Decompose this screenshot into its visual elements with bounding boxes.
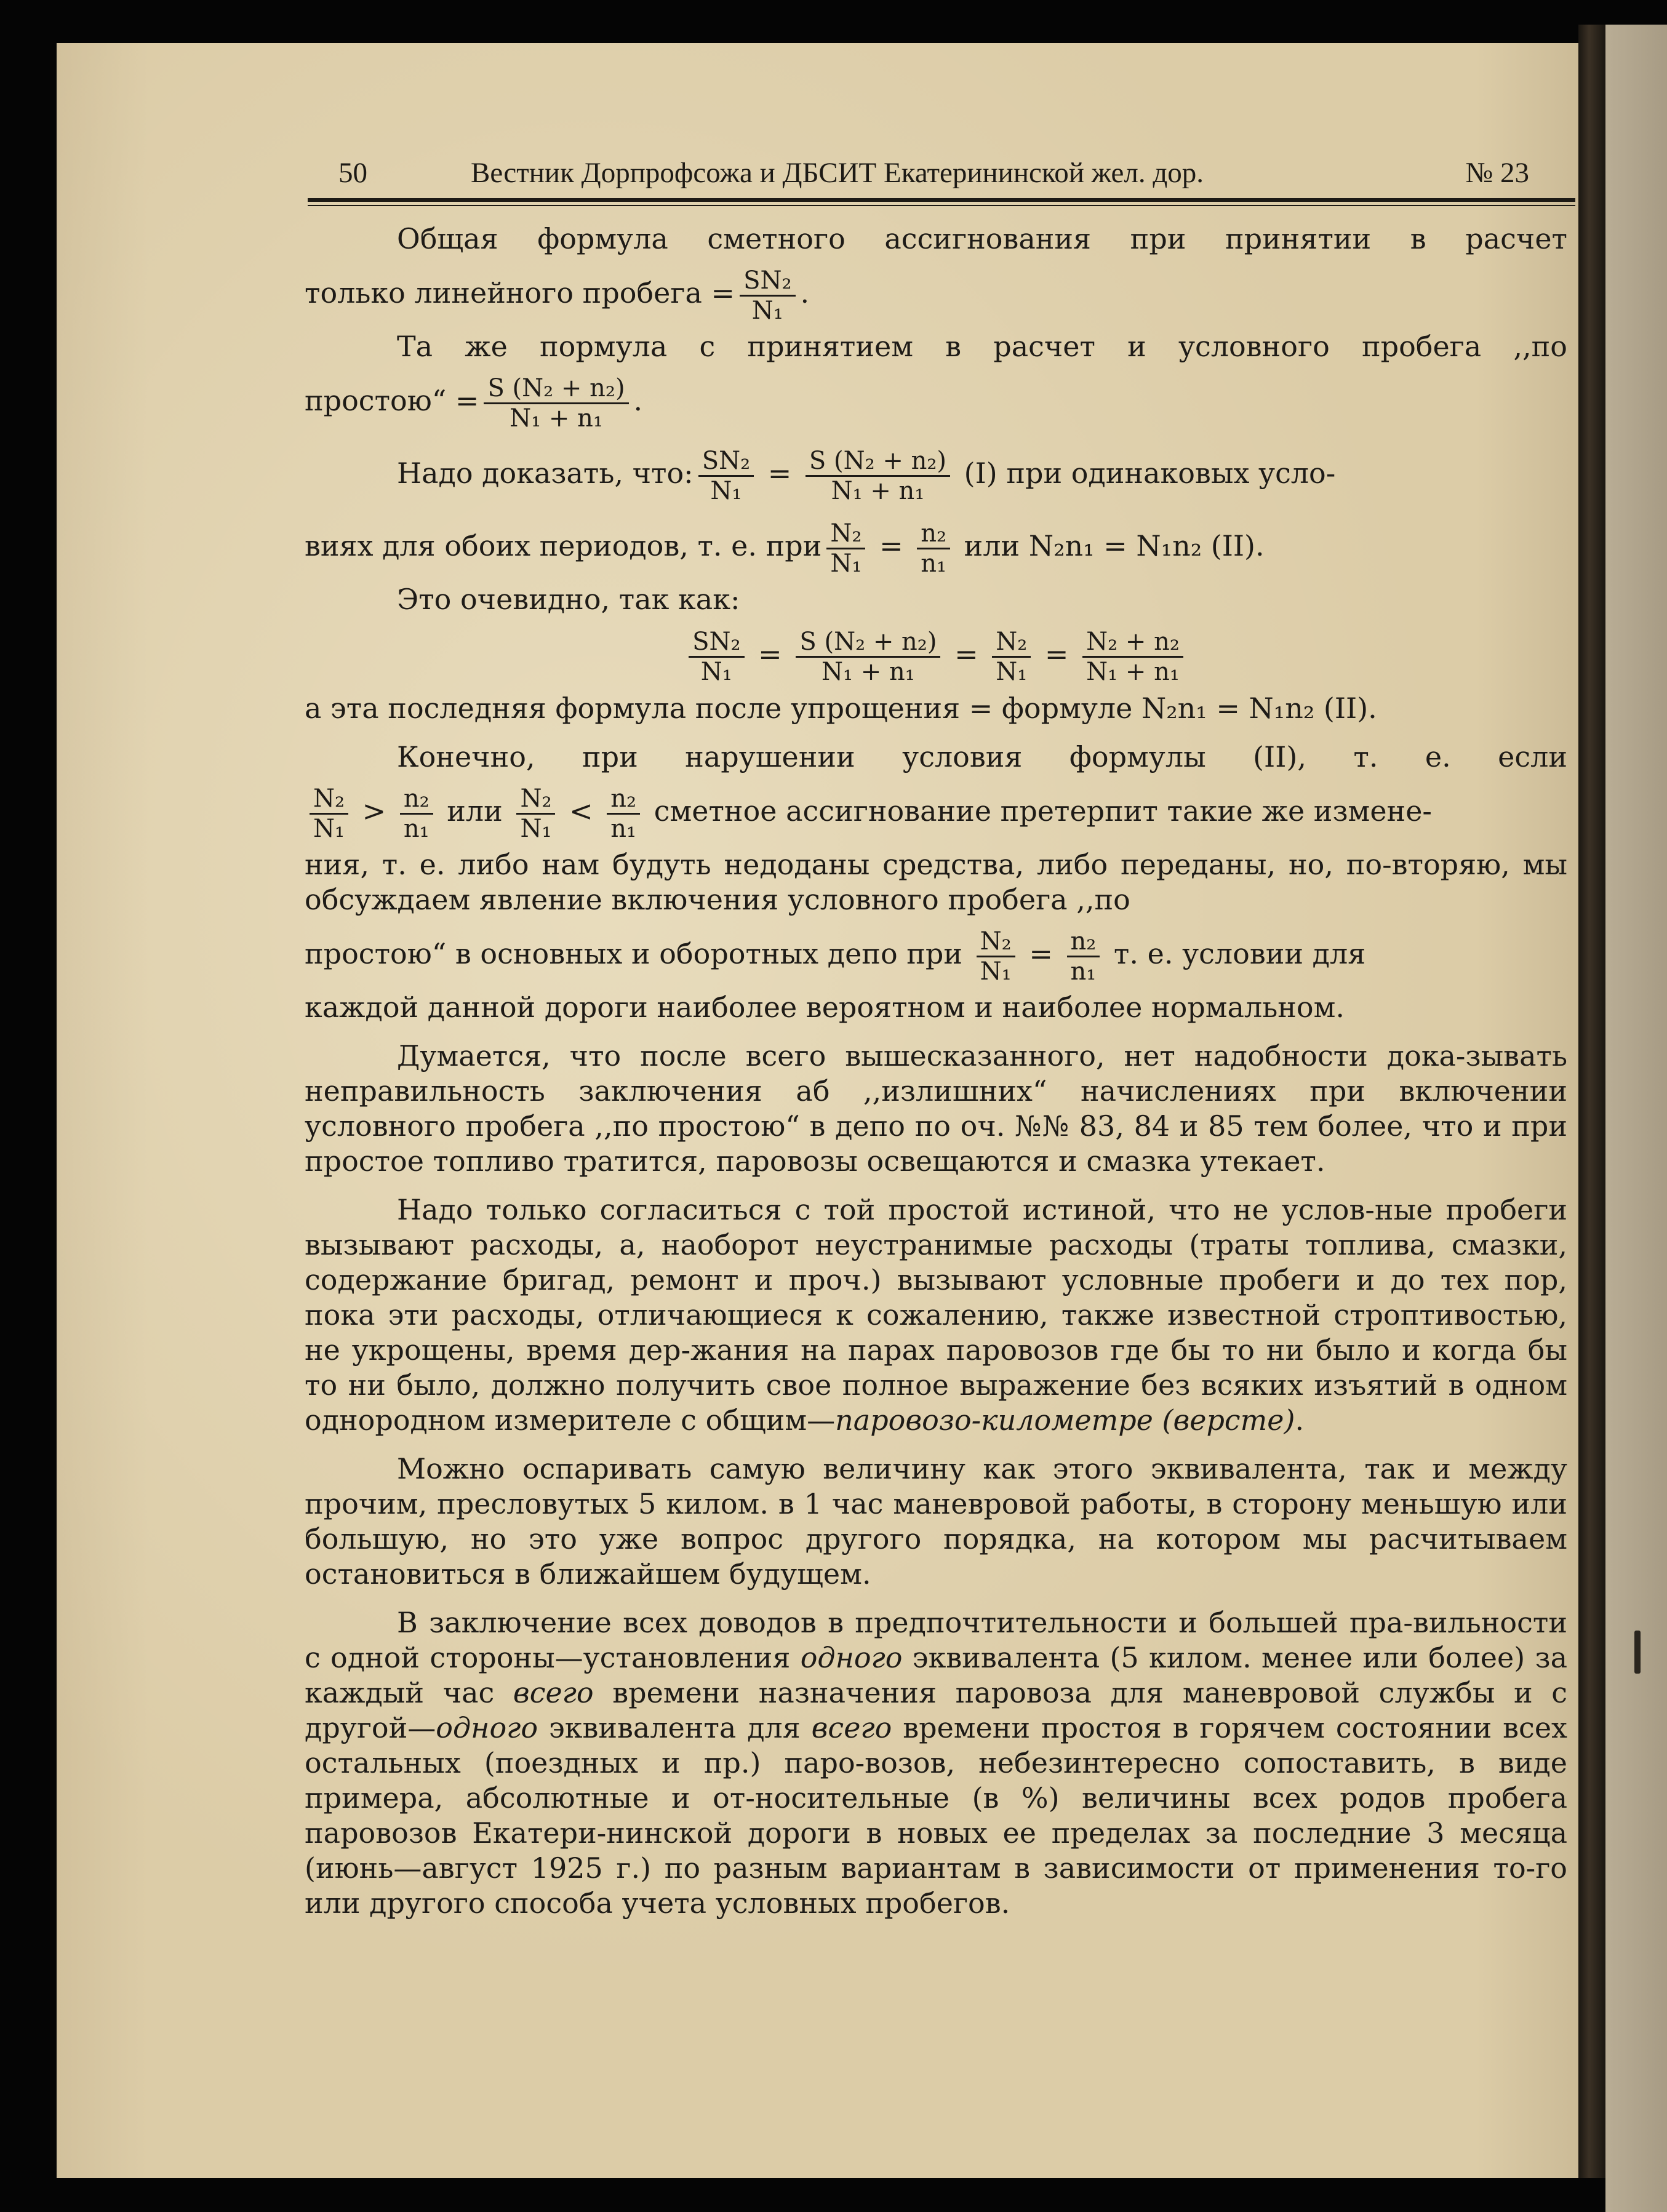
fraction: $\frac{\text{n₂}}{\text{n₁}}$: [1067, 927, 1100, 986]
paragraph: Думается, что после всего вышесказанного, нет надобности дока-зывать неправильность заключения аб ,,излишних“ начислениях при включении условного пробега ,,по простою“ в депо по оч. №№ 83, 84 и 85 тем более, что и при простое топливо тратится, паровозы освещаются и смазка утекает.: [305, 1039, 1567, 1178]
journal-title: Вестник Дорпрофсожа и ДБСИТ Екатерининской жел. дор.: [471, 157, 1204, 189]
fraction: $\frac{\text{S (N₂ + n₂)}}{\text{N₁ + n₁}}$: [484, 374, 628, 433]
paragraph: Можно оспаривать самую величину как этого эквивалента, так и между прочим, пресловутых 5 килом. в 1 час маневровой работы, в сторону меньшую или большую, но это уже вопрос другого порядка, на котором мы расчитываем остановиться в ближайшем будущем.: [305, 1452, 1567, 1591]
fraction: $\frac{\text{n₂}}{\text{n₁}}$: [400, 785, 433, 843]
paragraph: Общая формула сметного ассигнования при принятии в расчет: [397, 222, 1567, 255]
formula-line: только линейного пробега = $\frac{\text{SN₂}}{\text{N₁}}$ .: [305, 266, 810, 325]
italic-word: одного: [800, 1641, 903, 1674]
fraction: $\frac{\text{N₂}}{\text{N₁}}$: [992, 628, 1031, 686]
paragraph: Конечно, при нарушении условия формулы (II), т. е. если: [397, 740, 1567, 773]
fraction: $\frac{\text{N₂}}{\text{N₁}}$: [826, 519, 865, 578]
fraction: $\frac{\text{SN₂}}{\text{N₁}}$: [740, 266, 795, 325]
paragraph: Это очевидно, так как:: [397, 583, 740, 616]
paragraph: В заключение всех доводов в предпочтительности и большей пра-вильности с одной стороны—установления одного эквивалента (5 килом. менее или более) за каждый час всего времени назначения паровоза для маневровой службы и с другой—одного эквивалента для всего времени простоя в горячем состоянии всех остальных (поездных и пр.) паро-возов, небезинтересно сопоставить, в виде примера, абсолютные и от-носительные (в %) величины всех родов пробега паровозов Екатери-нинской дороги в новых ее пределах за последние 3 месяца (июнь—август 1925 г.) по разным вариантам в зависимости от применения то-го или другого способа учета условных пробегов.: [305, 1606, 1568, 1920]
italic-word: одного: [436, 1711, 538, 1744]
book-binding: [1578, 25, 1605, 2178]
fraction: $\frac{\text{n₂}}{\text{n₁}}$: [917, 519, 950, 578]
fraction: $\frac{\text{N₂}}{\text{N₁}}$: [977, 927, 1015, 986]
issue-number: № 23: [1465, 157, 1529, 189]
formula-line: простою“ в основных и оборотных депо при $\frac{\text{N₂}}{\text{N₁}}$ = $\frac{\text{n₂}}{\text{n₁}}$ т. е. условии для: [305, 927, 1366, 986]
formula-display: $\frac{\text{SN₂}}{\text{N₁}}$ = $\frac{\text{S (N₂ + n₂)}}{\text{N₁ + n₁}}$ = $\frac{\text{N₂}}{\text{N₁}}$ = $\frac{\text{N₂ + n₂}}{\text{N₁ + n₁}}$: [305, 617, 1567, 691]
fraction: $\frac{\text{SN₂}}{\text{N₁}}$: [698, 447, 754, 505]
paragraph: каждой данной дороги наиболее вероятном и наиболее нормальном.: [305, 991, 1345, 1024]
paragraph: Та же пормула с принятием в расчет и условного пробега ,,по: [397, 330, 1567, 363]
article-body: [305, 222, 1567, 1921]
paragraph: а эта последняя формула после упрощения = формуле N₂n₁ = N₁n₂ (II).: [305, 692, 1377, 725]
header-rule-thin: [308, 205, 1575, 206]
fraction: $\frac{\text{SN₂}}{\text{N₁}}$: [689, 628, 744, 686]
fraction: $\frac{\text{N₂}}{\text{N₁}}$: [310, 785, 348, 843]
running-header: [338, 156, 1529, 193]
formula-line: Надо доказать, что: $\frac{\text{SN₂}}{\text{N₁}}$ = $\frac{\text{S (N₂ + n₂)}}{\text{N₁ + n₁}}$ (I) при одинаковых усло-: [397, 446, 1336, 505]
formula-line: виях для обоих периодов, т. е. при $\frac{\text{N₂}}{\text{N₁}}$ = $\frac{\text{n₂}}{\text{n₁}}$ или N₂n₁ = N₁n₂ (II).: [305, 519, 1265, 578]
page-number: 50: [338, 157, 367, 189]
edge-mark: [1634, 1631, 1641, 1674]
italic-term: паровозо-километре (версте): [835, 1403, 1295, 1437]
italic-word: всего: [811, 1711, 892, 1744]
paragraph: ния, т. е. либо нам будуть недоданы средства, либо переданы, но, по-вторяю, мы обсуждаем явление включения условного пробега ,,по: [305, 848, 1567, 916]
facing-page-edge: [1605, 25, 1667, 2212]
fraction: $\frac{\text{n₂}}{\text{n₁}}$: [607, 785, 640, 843]
fraction: $\frac{\text{S (N₂ + n₂)}}{\text{N₁ + n₁}}$: [806, 447, 950, 505]
formula-line: $\frac{\text{N₂}}{\text{N₁}}$ > $\frac{\text{n₂}}{\text{n₁}}$ или $\frac{\text{N₂}}{\text{N₁}}$ < $\frac{\text{n₂}}{\text{n₁}}$ сметное ассигнование претерпит такие же измене-: [305, 775, 1567, 847]
formula-line: простою“ = $\frac{\text{S (N₂ + n₂)}}{\text{N₁ + n₁}}$ .: [305, 373, 643, 433]
fraction: $\frac{\text{N₂}}{\text{N₁}}$: [516, 785, 555, 843]
header-rule-thick: [308, 198, 1575, 202]
paragraph: Надо только согласиться с той простой истиной, что не услов-ные пробеги вызывают расходы, а, наоборот неустранимые расходы (траты топлива, смазки, содержание бригад, ремонт и проч.) вызывают условные пробеги и до тех пор, пока эти расходы, отличающиеся к сожалению, также известной строптивостью, не укрощены, время дер-жания на парах паровозов где бы то ни было и когда бы то ни было, должно получить свое полное выражение без всяких изъятий в одном однородном измерителе с общим—паровозо-километре (версте).: [305, 1193, 1567, 1437]
italic-word: всего: [513, 1676, 594, 1709]
fraction: $\frac{\text{N₂ + n₂}}{\text{N₁ + n₁}}$: [1082, 628, 1183, 686]
fraction: $\frac{\text{S (N₂ + n₂)}}{\text{N₁ + n₁}}$: [796, 628, 940, 686]
